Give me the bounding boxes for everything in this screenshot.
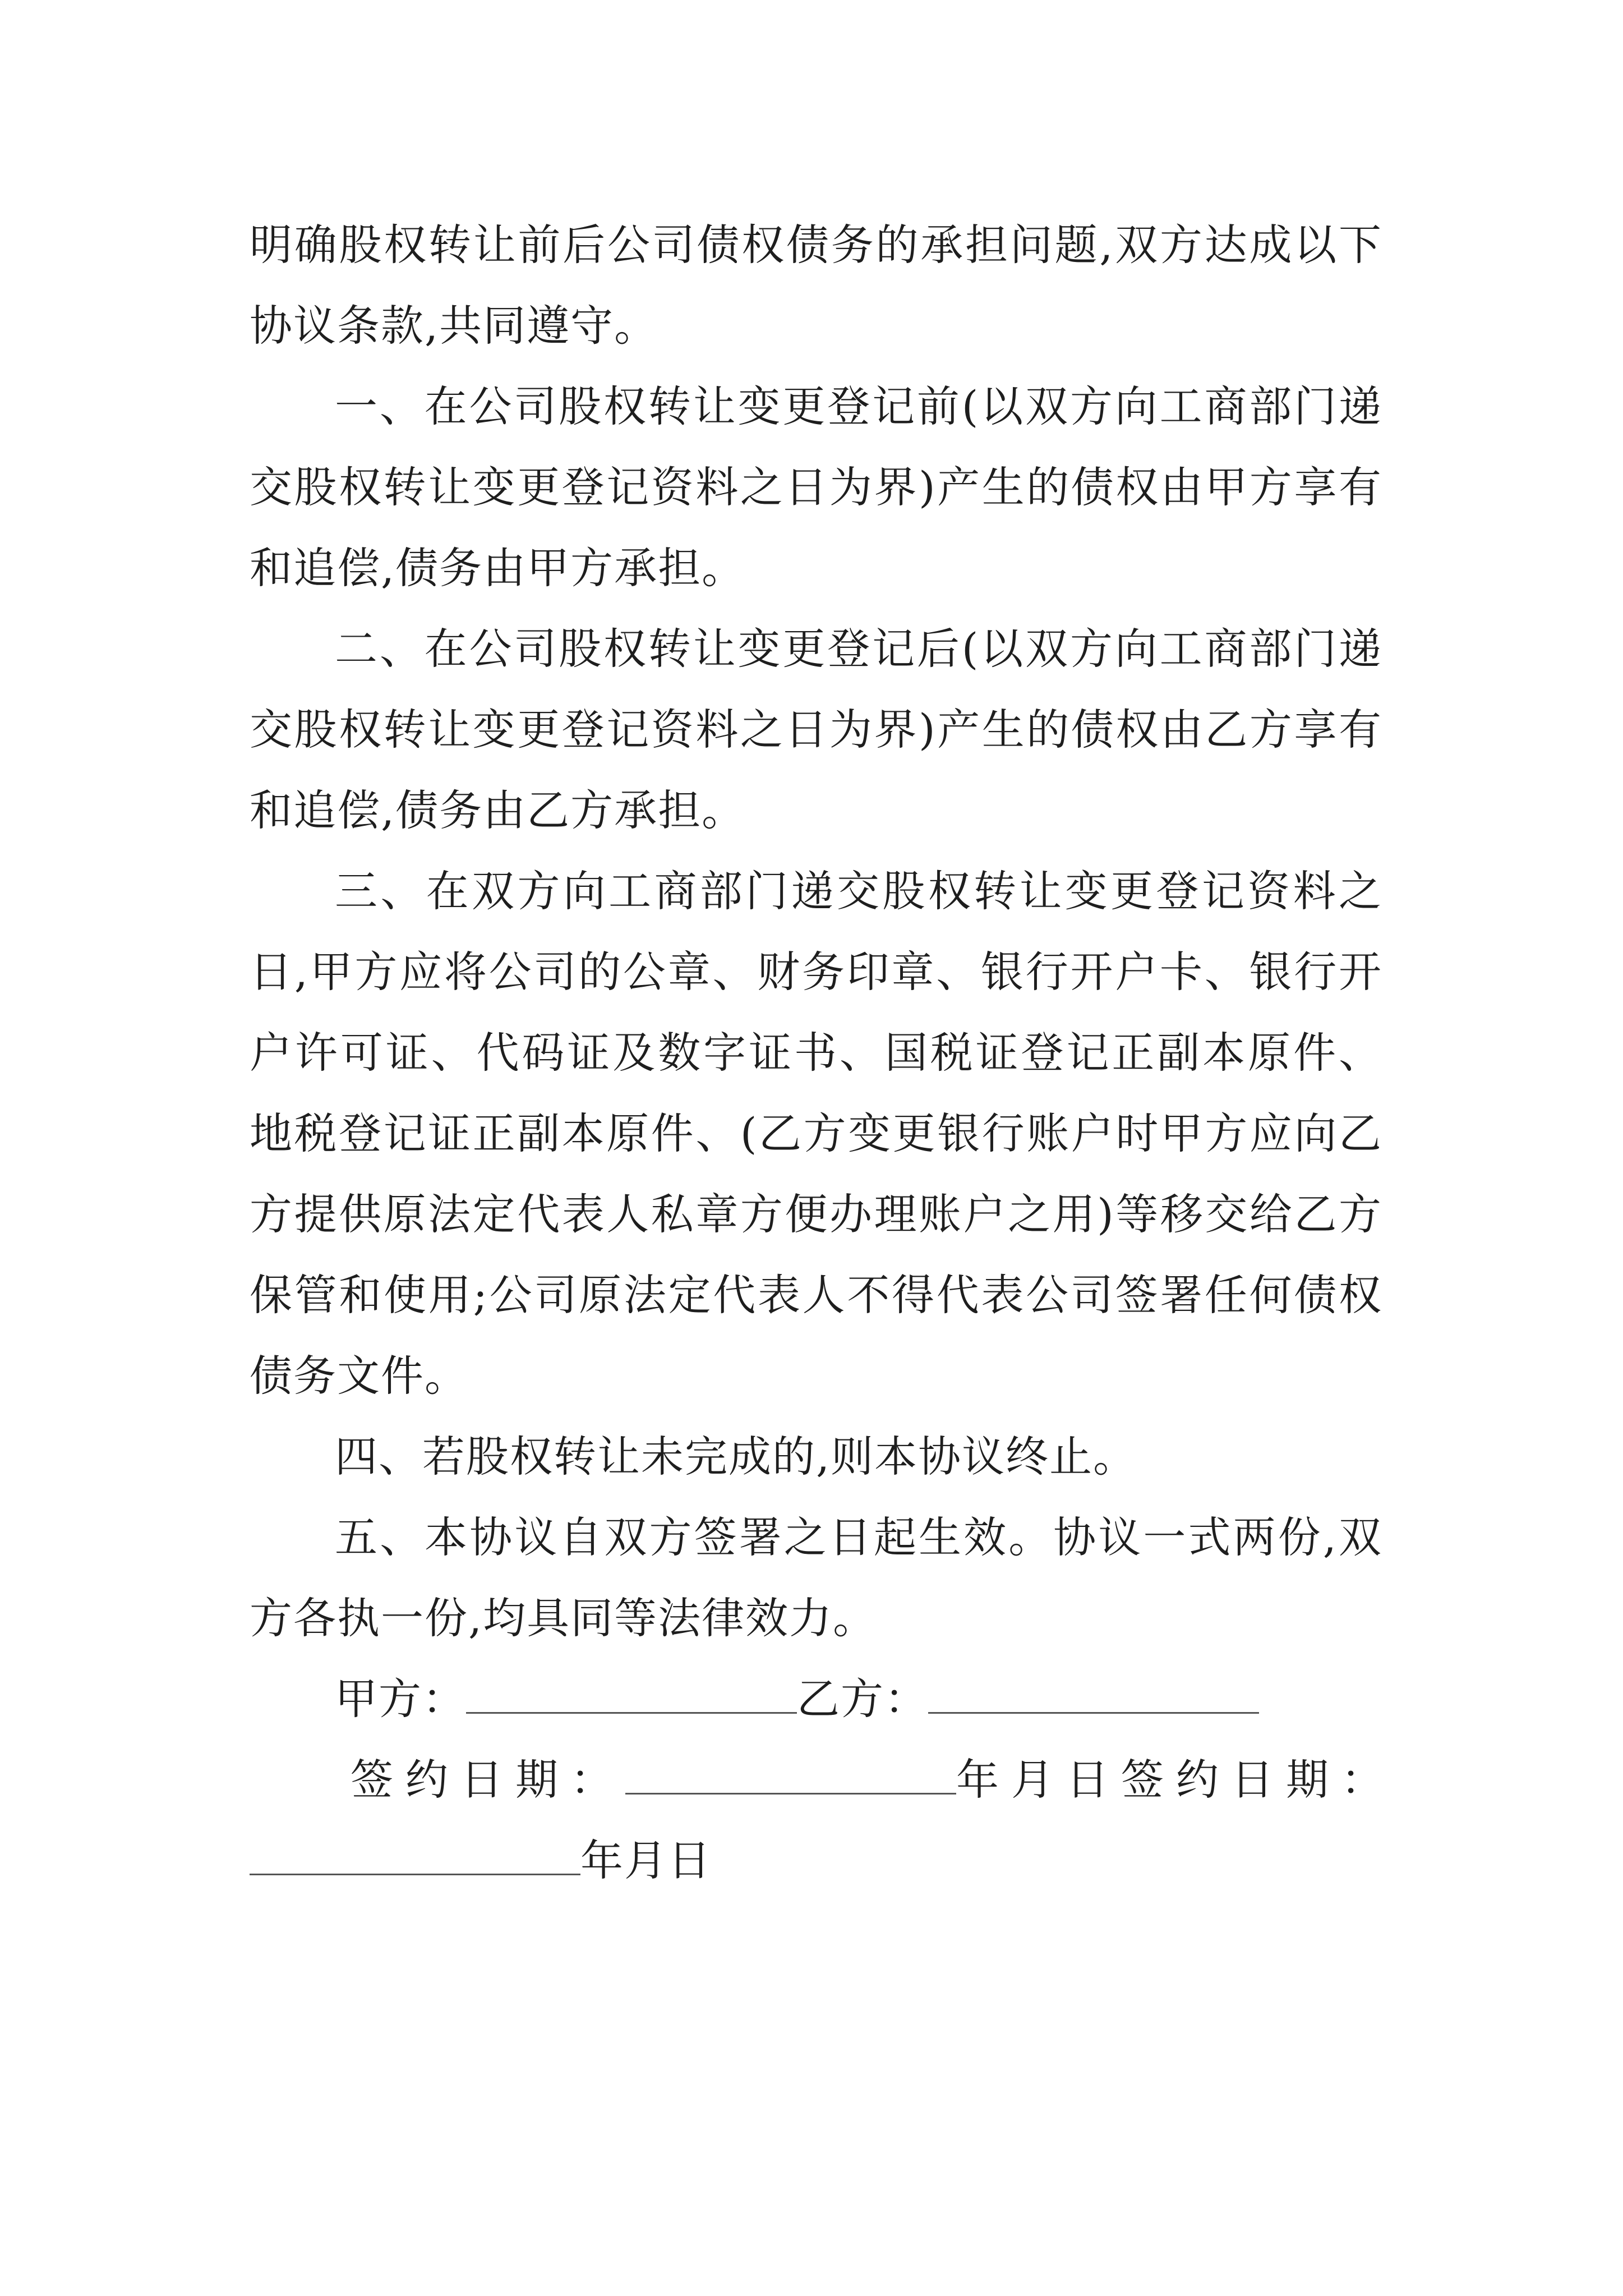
party-b-signature-blank <box>928 1678 1259 1714</box>
party-b-label: 乙方： <box>797 1674 928 1724</box>
signing-date-label-a: 签约日期： <box>351 1755 625 1805</box>
party-a-label: 甲方： <box>335 1674 466 1724</box>
clause-5-paragraph: 五、本协议自双方签署之日起生效。协议一式两份,双方各执一份,均具同等法律效力。 <box>250 1512 1382 1643</box>
signature-row <box>250 1659 1382 1740</box>
intro-paragraph: 明确股权转让前后公司债权债务的承担问题,双方达成以下协议条款,共同遵守。 <box>250 220 1382 351</box>
agreement-body <box>250 205 1396 1901</box>
signing-date-row <box>250 1740 1396 1820</box>
signing-date-tail-row <box>250 1820 1382 1901</box>
clause-2-paragraph: 二、在公司股权转让变更登记后(以双方向工商部门递交股权转让变更登记资料之日为界)产生的债权由乙方享有和追偿,债务由乙方承担。 <box>250 624 1382 835</box>
signing-date-blank-a <box>625 1759 956 1795</box>
signing-date-suffix-b: 年月日 <box>580 1835 712 1885</box>
clause-1-paragraph: 一、在公司股权转让变更登记前(以双方向工商部门递交股权转让变更登记资料之日为界)产生的债权由甲方享有和追偿,债务由甲方承担。 <box>250 381 1382 593</box>
clause-3-paragraph: 三、在双方向工商部门递交股权转让变更登记资料之日,甲方应将公司的公章、财务印章、银行开户卡、银行开户许可证、代码证及数字证书、国税证登记正副本原件、地税登记证正副本原件、(乙方变更银行账户时甲方应向乙方提供原法定代表人私章方便办理账户之用)等移交给乙方保管和使用;公司原法定代表人不得代表公司签署任何债权债务文件。 <box>250 866 1382 1401</box>
signing-date-label-b: 签约日期： <box>1121 1755 1396 1805</box>
signing-date-suffix-a: 年月日 <box>956 1755 1121 1805</box>
clause-4-paragraph: 四、若股权转让未完成的,则本协议终止。 <box>335 1432 1137 1481</box>
signing-date-blank-b <box>250 1840 580 1875</box>
party-a-signature-blank <box>466 1678 797 1714</box>
